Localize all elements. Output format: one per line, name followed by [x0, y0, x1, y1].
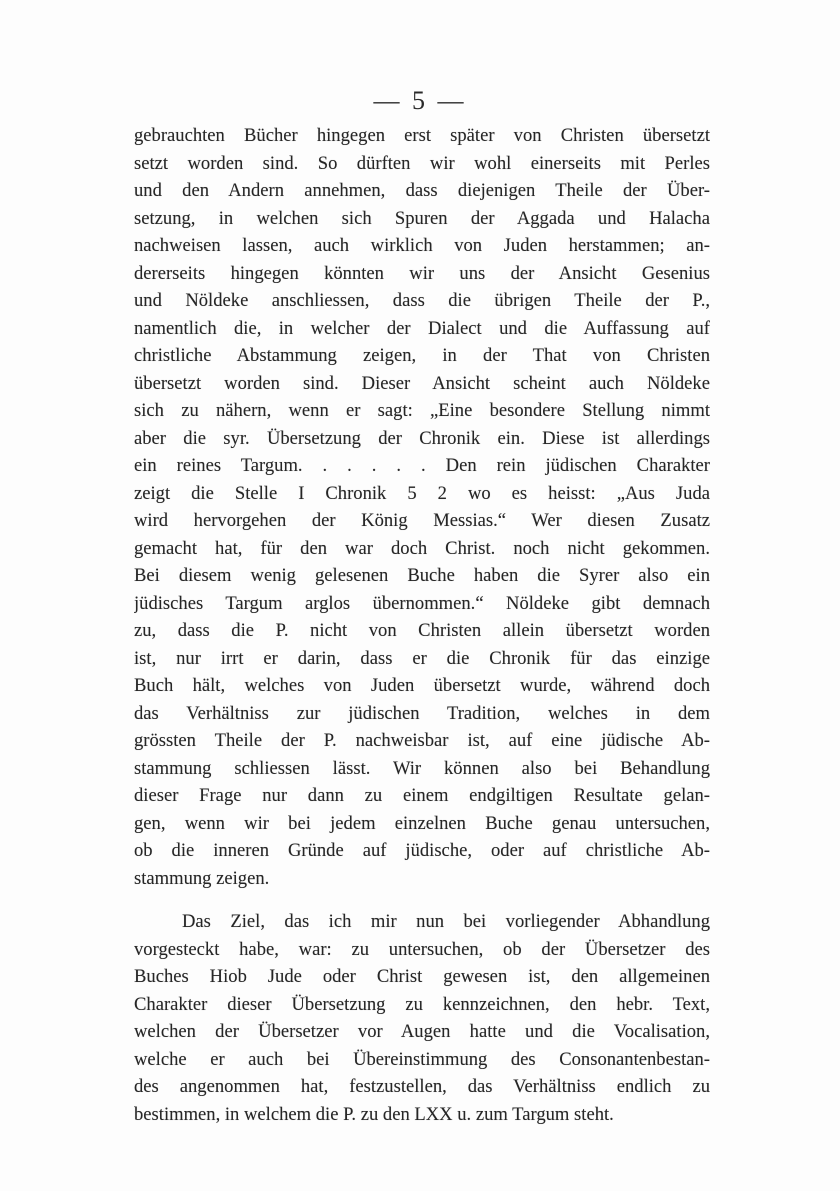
- text-line: des angenommen hat, festzustellen, das Verhältniss endlich zu: [134, 1076, 710, 1097]
- text-line: stammung zeigen.: [134, 867, 270, 889]
- text-line: ist, nur irrt er darin, dass er die Chronik für das einzige: [134, 647, 710, 669]
- text-line: Bei diesem wenig gelesenen Buche haben die Syrer also ein: [134, 565, 710, 586]
- text-line: setzt worden sind. So dürften wir wohl einerseits mit Perles: [134, 152, 710, 174]
- text-line: gebrauchten Bücher hingegen erst später von Christen übersetzt: [134, 125, 710, 146]
- text-line: grössten Theile der P. nachweisbar ist, auf eine jüdische Ab-: [134, 730, 710, 751]
- text-line: Das Ziel, das ich mir nun bei vorliegender Abhandlung: [182, 911, 710, 932]
- text-line: das Verhältniss zur jüdischen Tradition, welches in dem: [134, 702, 710, 724]
- text-line: christliche Abstammung zeigen, in der That von Christen: [134, 345, 710, 366]
- paragraph-1: [134, 122, 710, 892]
- text-line: und den Andern annehmen, dass diejenigen Theile der Über-: [134, 180, 710, 201]
- text-line: Charakter dieser Übersetzung zu kennzeichnen, den hebr. Text,: [134, 993, 710, 1015]
- text-line: namentlich die, in welcher der Dialect und die Auffassung auf: [134, 317, 710, 339]
- text-line: dererseits hingegen könnten wir uns der Ansicht Gesenius: [134, 262, 710, 284]
- text-line: wird hervorgehen der König Messias.“ Wer diesen Zusatz: [134, 510, 710, 531]
- text-line: jüdisches Targum arglos übernommen.“ Nöldeke gibt demnach: [134, 592, 710, 614]
- text-line: aber die syr. Übersetzung der Chronik ein. Diese ist allerdings: [134, 427, 710, 449]
- text-line: dieser Frage nur dann zu einem endgiltigen Resultate gelan-: [134, 785, 710, 806]
- paragraph-2: [134, 908, 710, 1128]
- text-line: und Nöldeke anschliessen, dass die übrigen Theile der P.,: [134, 290, 710, 311]
- body-text: [134, 122, 710, 1128]
- page-number: — 5 —: [373, 86, 467, 115]
- text-line: bestimmen, in welchem die P. zu den LXX u. zum Targum steht.: [134, 1103, 614, 1125]
- paragraph-spacer: [134, 892, 710, 908]
- text-line: welche er auch bei Übereinstimmung des Consonantenbestan-: [134, 1048, 710, 1070]
- text-line: ob die inneren Gründe auf jüdische, oder auf christliche Ab-: [134, 840, 710, 861]
- text-line: Buch hält, welches von Juden übersetzt wurde, während doch: [134, 675, 710, 696]
- text-line: stammung schliessen lässt. Wir können also bei Behandlung: [134, 757, 710, 779]
- text-line: vorgesteckt habe, war: zu untersuchen, ob der Übersetzer des: [134, 938, 710, 960]
- text-line: übersetzt worden sind. Dieser Ansicht scheint auch Nöldeke: [134, 372, 710, 394]
- text-line: zeigt die Stelle I Chronik 5 2 wo es heisst: „Aus Juda: [134, 482, 710, 504]
- text-line: gen, wenn wir bei jedem einzelnen Buche genau untersuchen,: [134, 812, 710, 834]
- text-line: setzung, in welchen sich Spuren der Aggada und Halacha: [134, 207, 710, 229]
- text-line: welchen der Übersetzer vor Augen hatte und die Vocalisation,: [134, 1021, 710, 1042]
- text-line: sich zu nähern, wenn er sagt: „Eine besondere Stellung nimmt: [134, 400, 710, 421]
- text-line: nachweisen lassen, auch wirklich von Juden herstammen; an-: [134, 235, 710, 256]
- text-line: zu, dass die P. nicht von Christen allein übersetzt worden: [134, 620, 710, 641]
- text-line: gemacht hat, für den war doch Christ. noch nicht gekommen.: [134, 537, 710, 559]
- text-line: Buches Hiob Jude oder Christ gewesen ist, den allgemeinen: [134, 966, 710, 987]
- text-line: ein reines Targum. . . . . . Den rein jüdischen Charakter: [134, 455, 710, 476]
